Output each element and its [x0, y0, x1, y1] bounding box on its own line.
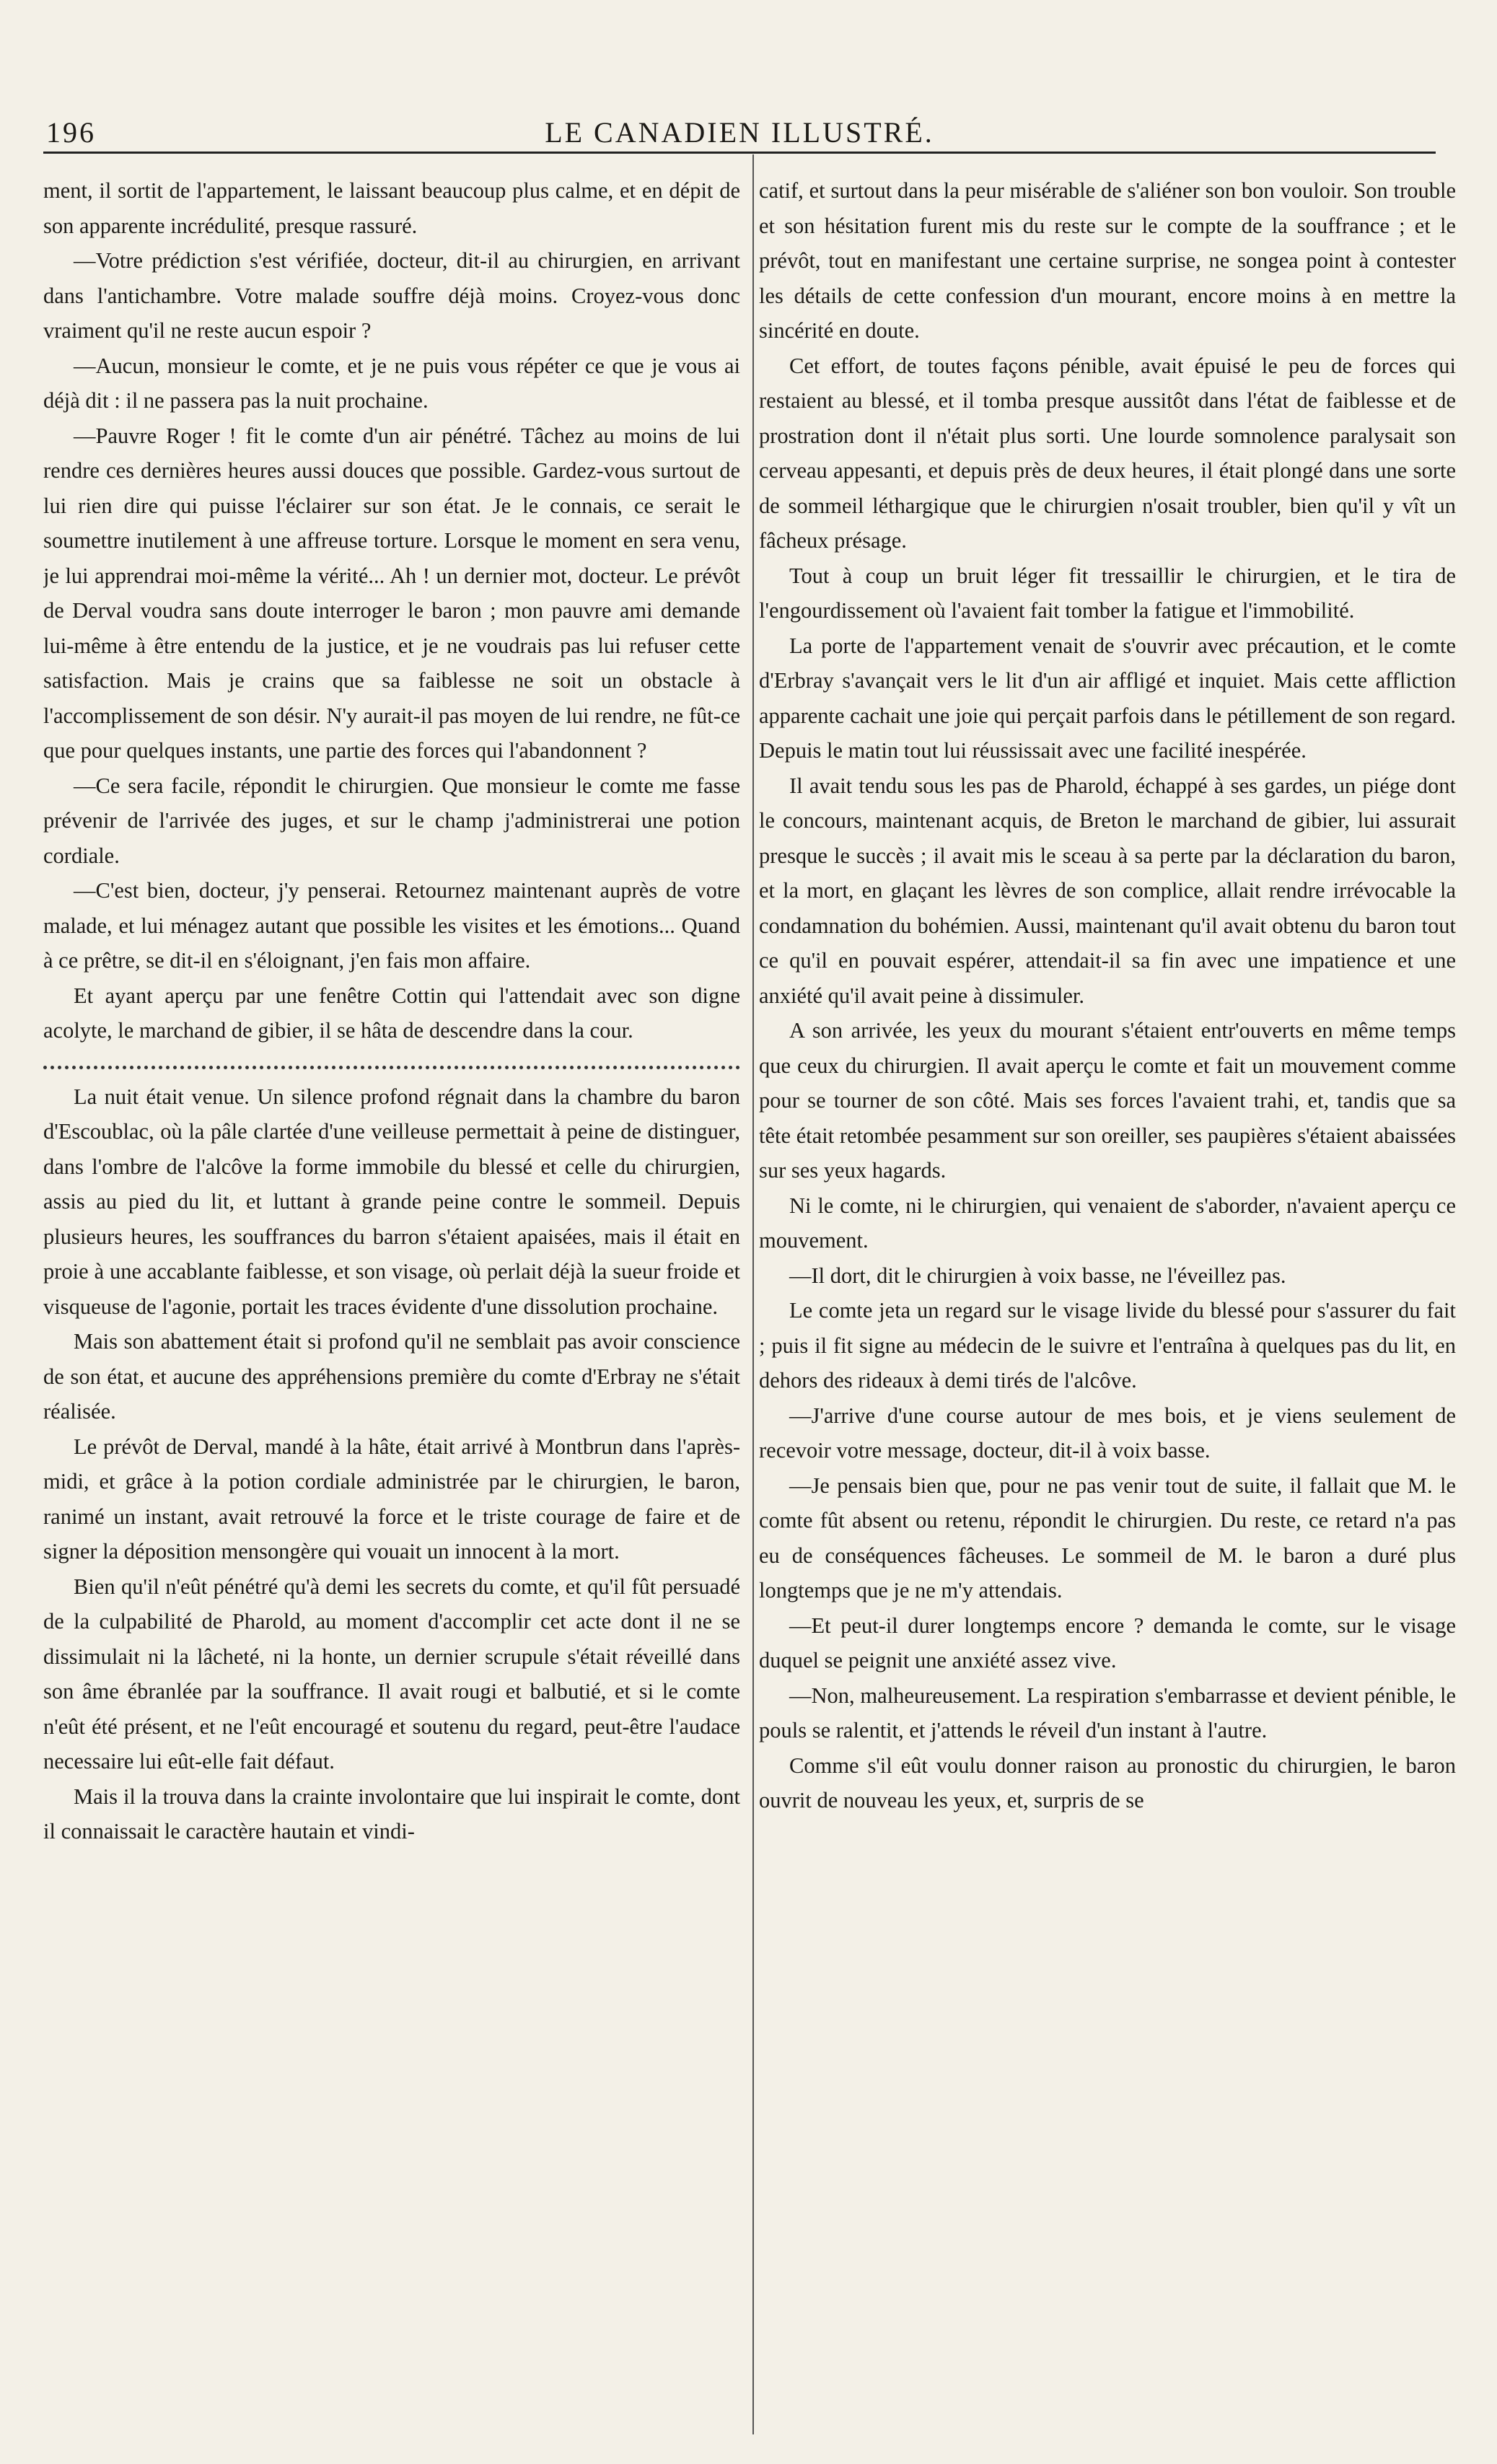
paragraph: —J'arrive d'une course autour de mes bois, et je viens seulement de recevoir votre message, docteur, dit-il à voix basse. — [759, 1403, 1456, 1463]
paragraph: —Et peut-il durer longtemps encore ? demanda le comte, sur le visage duquel se peignit une anxiété assez vive. — [759, 1613, 1456, 1672]
paragraph: A son arrivée, les yeux du mourant s'étaient entr'ouverts en même temps que ceux du chirurgien. Il avait aperçu le comte et fait un mouvement comme pour se tourner de son côté. Mais ses forces l'avaient trahi, et, tandis que sa tête était retombée pesamment sur son oreiller, ses paupières s'étaient abaissées sur ses yeux hagards. — [759, 1018, 1456, 1183]
paragraph: —Je pensais bien que, pour ne pas venir tout de suite, il fallait que M. le comte fût absent ou retenu, répondit le chirurgien. Du reste, ce retard n'a pas eu de conséquences fâcheuses. Le sommeil de M. le baron a duré plus longtemps que je ne m'y attendais. — [759, 1473, 1456, 1603]
column-divider — [752, 154, 754, 2434]
paragraph: catif, et surtout dans la peur misérable de s'aliéner son bon vouloir. Son trouble et son hésitation furent mis du reste sur le compte de la souffrance ; et le prévôt, tout en manifestant une certaine surprise, ne songea point à contester les détails de cette confession d'un mourant, encore moins à en mettre la sincérité en doute. — [759, 178, 1456, 343]
paragraph: —Il dort, dit le chirurgien à voix basse, ne l'éveillez pas. — [789, 1263, 1286, 1288]
page-header — [43, 115, 1436, 150]
paragraph: Le prévôt de Derval, mandé à la hâte, était arrivé à Montbrun dans l'après-midi, et grâce à la potion cordiale administrée par le chirurgien, le baron, ranimé un instant, avait retrouvé la force et le triste courage de faire et de signer la déposition mensongère qui vouait un innocent à la mort. — [43, 1434, 740, 1564]
paragraph: Ni le comte, ni le chirurgien, qui venaient de s'aborder, n'avaient aperçu ce mouvement. — [759, 1193, 1456, 1253]
paragraph: ment, il sortit de l'appartement, le laissant beaucoup plus calme, et en dépit de son apparente incrédulité, presque rassuré. — [43, 178, 740, 238]
paragraph: La nuit était venue. Un silence profond régnait dans la chambre du baron d'Escoublac, où la pâle clartée d'une veilleuse permettait à peine de distinguer, dans l'ombre de l'alcôve la forme immobile du blessé et celle du chirurgien, assis au pied du lit, et luttant à grande peine contre le sommeil. Depuis plusieurs heures, les souffrances du barron s'étaient apaisées, mais il était en proie à une accablante faiblesse, et son visage, où perlait déjà la sueur froide et visqueuse de l'agonie, portait les traces évidente d'une dissolution prochaine. — [43, 1084, 740, 1319]
paragraph: —Votre prédiction s'est vérifiée, docteur, dit-il au chirurgien, en arrivant dans l'antichambre. Votre malade souffre déjà moins. Croyez-vous donc vraiment qu'il ne reste aucun espoir ? — [43, 248, 740, 343]
paragraph: Tout à coup un bruit léger fit tressaillir le chirurgien, et le tira de l'engourdissement où l'avaient fait tomber la fatigue et l'immobilité. — [759, 563, 1456, 623]
paragraph: Mais il la trouva dans la crainte involontaire que lui inspirait le comte, dont il connaissait le caractère hautain et vindi- — [43, 1784, 740, 1843]
paragraph: —Aucun, monsieur le comte, et je ne puis vous répéter ce que je vous ai déjà dit : il ne passera pas la nuit prochaine. — [43, 353, 740, 413]
paragraph: Il avait tendu sous les pas de Pharold, échappé à ses gardes, un piége dont le concours, maintenant acquis, de Breton le marchand de gibier, lui assurait presque le succès ; il avait mis le sceau à sa perte par la déclaration du baron, et la mort, en glaçant les lèvres de son complice, allait rendre irrévocable la condamnation du bohémien. Aussi, maintenant qu'il avait obtenu du baron tout ce qu'il en pouvait espérer, attendait-il sa fin avec une impatience et une anxiété qu'il avait peine à dissimuler. — [759, 773, 1456, 1008]
paragraph: Bien qu'il n'eût pénétré qu'à demi les secrets du comte, et qu'il fût persuadé de la culpabilité de Pharold, au moment d'accomplir cet acte dont il ne se dissimulait ni la lâcheté, ni la honte, un dernier scrupule s'était réveillé dans son âme ébranlée par la souffrance. Il avait rougi et balbutié, et si le comte n'eût été présent, et ne l'eût encouragé et soutenu du regard, peut-être l'audace necessaire lui eût-elle fait défaut. — [43, 1574, 740, 1774]
header-rule — [43, 152, 1436, 154]
paragraph: Et ayant aperçu par une fenêtre Cottin qui l'attendait avec son digne acolyte, le marchand de gibier, il se hâta de descendre dans la cour. — [43, 983, 740, 1043]
paragraph: Comme s'il eût voulu donner raison au pronostic du chirurgien, le baron ouvrit de nouveau les yeux, et, surpris de se — [759, 1753, 1456, 1812]
page-number: 196 — [46, 116, 96, 149]
paragraph: —Non, malheureusement. La respiration s'embarrasse et devient pénible, le pouls se ralentit, et j'attends le réveil d'un instant à l'autre. — [759, 1683, 1456, 1742]
paragraph: —Ce sera facile, répondit le chirurgien. Que monsieur le comte me fasse prévenir de l'arrivée des juges, et sur le champ j'administrerai une potion cordiale. — [43, 773, 740, 868]
paragraph: Le comte jeta un regard sur le visage livide du blessé pour s'assurer du fait ; puis il fit signe au médecin de le suivre et l'entraîna à quelques pas du lit, en dehors des rideaux à demi tirés de l'alcôve. — [759, 1298, 1456, 1393]
paragraph: Cet effort, de toutes façons pénible, avait épuisé le peu de forces qui restaient au blessé, et il tomba presque aussitôt dans l'état de faiblesse et de prostration dont il n'était plus sorti. Une lourde somnolence paralysait son cerveau appesanti, et depuis près de deux heures, il était plongé dans une sorte de sommeil léthargique que le chirurgien n'osait troubler, bien qu'il y vît un fâcheux présage. — [759, 353, 1456, 553]
left-column — [43, 173, 740, 2446]
right-column — [759, 173, 1456, 2446]
section-separator — [43, 1053, 740, 1069]
paragraph: La porte de l'appartement venait de s'ouvrir avec précaution, et le comte d'Erbray s'avançait vers le lit d'un air affligé et inquiet. Mais cette affliction apparente cachait une joie qui perçait parfois dans le pétillement de son regard. Depuis le matin tout lui réussissait avec une facilité inespérée. — [759, 633, 1456, 763]
paragraph: Mais son abattement était si profond qu'il ne semblait pas avoir conscience de son état, et aucune des appréhensions première du comte d'Erbray ne s'était réalisée. — [43, 1329, 740, 1424]
paragraph: —C'est bien, docteur, j'y penserai. Retournez maintenant auprès de votre malade, et lui ménagez autant que possible les visites et les émotions... Quand à ce prêtre, se dit-il en s'éloignant, j'en fais mon affaire. — [43, 878, 740, 973]
publication-title: LE CANADIEN ILLUSTRÉ. — [545, 116, 934, 149]
paragraph: —Pauvre Roger ! fit le comte d'un air pénétré. Tâchez au moins de lui rendre ces dernières heures aussi douces que possible. Gardez-vous surtout de lui rien dire qui puisse l'éclairer sur son état. Je le connais, ce serait le soumettre inutilement à une affreuse torture. Lorsque le moment en sera venu, je lui apprendrai moi-même la vérité... Ah ! un dernier mot, docteur. Le prévôt de Derval voudra sans doute interroger le baron ; mon pauvre ami demande lui-même à être entendu de la justice, et je ne voudrais pas lui refuser cette satisfaction. Mais je crains que sa faiblesse ne soit un obstacle à l'accomplissement de son désir. N'y aurait-il pas moyen de lui rendre, ne fût-ce que pour quelques instants, une partie des forces qui l'abandonnent ? — [43, 423, 740, 763]
